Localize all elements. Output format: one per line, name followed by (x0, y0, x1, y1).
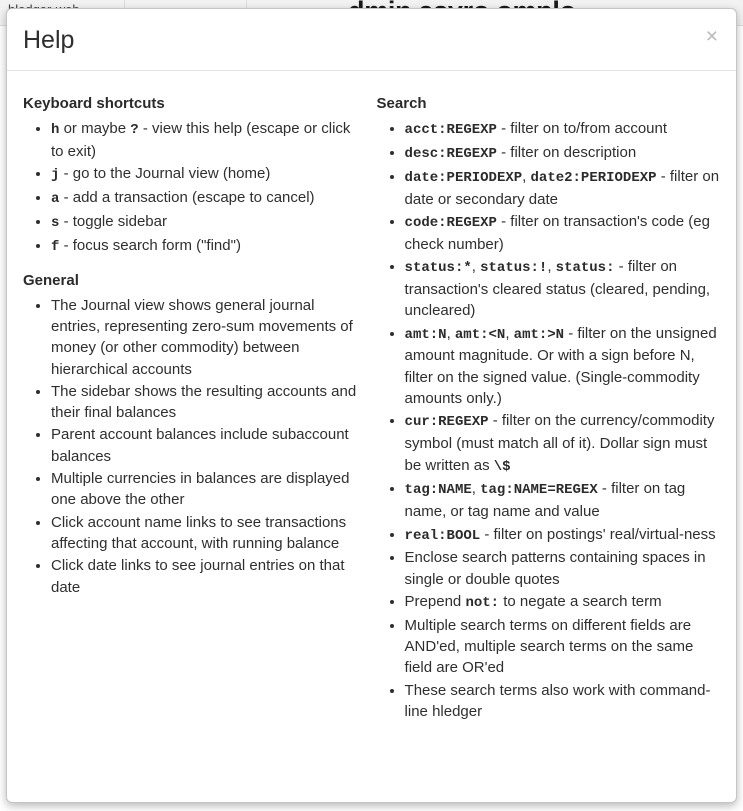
inline-code: ? (130, 122, 139, 138)
list-item: • The Journal view shows general journal entries, representing zero-sum movements of money (or other commodity) between hierarchical accounts (51, 295, 359, 380)
list-item: • Prepend not: to negate a search term (405, 591, 720, 614)
inline-code: status:! (480, 260, 548, 277)
inline-code: date2:PERIODEXP (530, 169, 657, 186)
inline-code: amt:>N (513, 326, 565, 343)
section-heading-keyboard-shortcuts: Keyboard shortcuts (23, 95, 165, 112)
keyboard-shortcuts-list (23, 118, 359, 258)
inline-code: j (51, 167, 60, 184)
search-list (377, 118, 720, 722)
section-heading-general: General (23, 271, 79, 289)
list-item: • Parent account balances include subaccount balances (51, 424, 359, 467)
help-modal-title: Help (23, 26, 75, 54)
inline-code: acct:REGEXP (404, 122, 497, 138)
list-item: • j - go to the Journal view (home) (51, 163, 359, 186)
list-item: • Multiple currencies in balances are displayed one above the other (51, 468, 359, 511)
list-item: • date:PERIODEXP, date2:PERIODEXP - filter on date or secondary date (405, 166, 720, 210)
inline-code: code:REGEXP (404, 214, 497, 231)
inline-code: not: (465, 595, 500, 612)
inline-code: f (51, 238, 60, 255)
inline-code: \$ (493, 458, 511, 475)
close-icon[interactable]: × (702, 24, 722, 49)
inline-code: h (51, 122, 60, 138)
help-modal (6, 8, 737, 803)
help-modal-header (7, 9, 736, 71)
help-right-column (377, 85, 720, 736)
list-item: • status:*, status:!, status: - filter on transaction's cleared status (cleared, pending, uncleared) (405, 256, 720, 321)
inline-code: date:PERIODEXP (404, 169, 523, 186)
list-item: • h or maybe ? - view this help (escape or click to exit) (51, 118, 359, 162)
inline-code: desc:REGEXP (404, 145, 497, 162)
list-item: • Multiple search terms on different fields are AND'ed, multiple search terms on the same field are OR'ed (405, 615, 720, 679)
general-list (23, 295, 359, 598)
list-item: • These search terms also work with command-line hledger (405, 680, 720, 723)
list-item: • tag:NAME, tag:NAME=REGEX - filter on tag name, or tag name and value (405, 478, 720, 522)
inline-code: real:BOOL (404, 527, 481, 544)
inline-code: tag:NAME=REGEX (480, 482, 598, 499)
inline-code: a (51, 191, 60, 208)
list-item: • Enclose search patterns containing spaces in single or double quotes (405, 547, 720, 590)
inline-code: status:* (404, 260, 472, 277)
list-item: • code:REGEXP - filter on transaction's code (eg check number) (405, 211, 720, 255)
inline-code: amt:<N (454, 326, 506, 343)
list-item: • Click date links to see journal entries on that date (51, 555, 359, 598)
help-modal-body (7, 71, 736, 802)
list-item: • The sidebar shows the resulting accounts and their final balances (51, 381, 359, 424)
list-item: • amt:N, amt:<N, amt:>N - filter on the unsigned amount magnitude. Or with a sign before N, filter on the signed value. (Single-commodity amounts only.) (405, 323, 720, 410)
help-left-column (23, 85, 359, 736)
list-item: • acct:REGEXP - filter on to/from account (405, 118, 720, 141)
section-heading-search: Search (376, 95, 427, 112)
list-item: • s - toggle sidebar (51, 211, 359, 234)
list-item: • real:BOOL - filter on postings' real/virtual-ness (405, 524, 720, 547)
list-item: • f - focus search form ("find") (51, 235, 359, 258)
list-item: • a - add a transaction (escape to cancel) (51, 187, 359, 210)
list-item: • Click account name links to see transactions affecting that account, with running balance (51, 512, 359, 555)
list-item: • cur:REGEXP - filter on the currency/commodity symbol (must match all of it). Dollar sign must be written as \$ (405, 410, 720, 477)
inline-code: amt:N (404, 326, 447, 343)
inline-code: s (51, 214, 60, 231)
list-item: • desc:REGEXP - filter on description (405, 142, 720, 165)
inline-code: tag:NAME (404, 482, 472, 499)
inline-code: cur:REGEXP (404, 414, 489, 431)
help-columns (23, 85, 720, 736)
inline-code: status: (555, 260, 615, 277)
